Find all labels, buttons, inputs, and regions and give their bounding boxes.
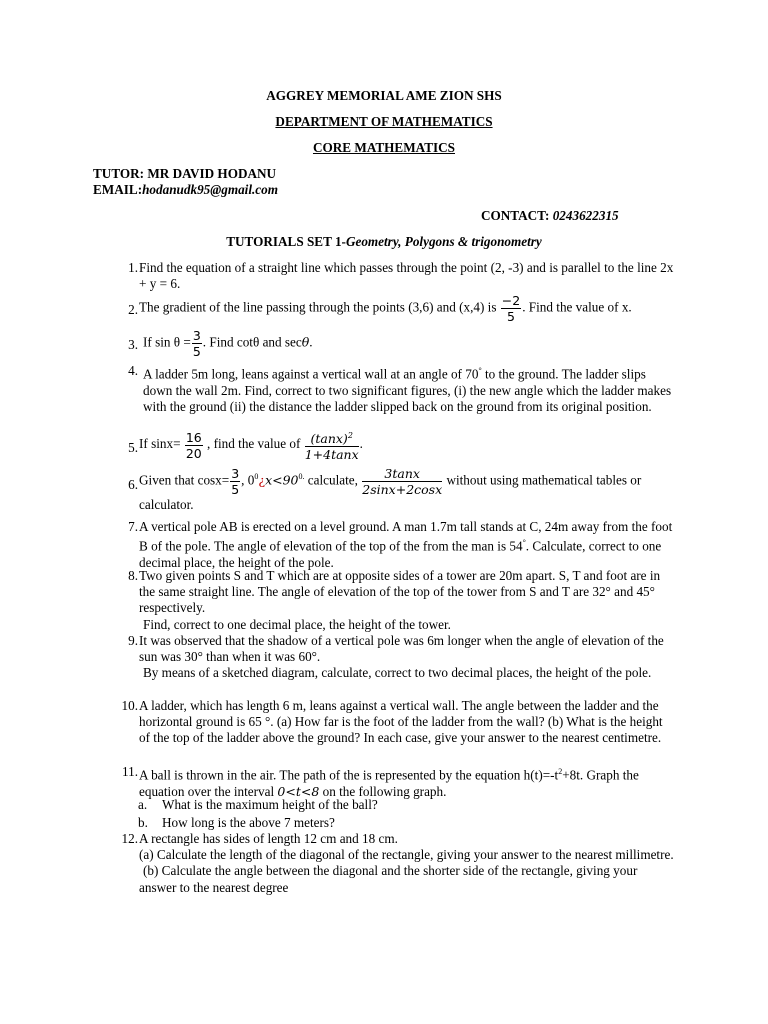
contact-label: CONTACT: xyxy=(481,208,553,223)
fraction: $\frac{3}{5}$ xyxy=(231,466,240,497)
tutor-line: TUTOR: MR DAVID HODANU xyxy=(93,166,277,181)
email-label: EMAIL: xyxy=(93,182,143,197)
fraction: $\frac{(\tan x)^2}{1+4\tan x}$ xyxy=(305,428,359,462)
fraction: $\frac{-2}{5}$ xyxy=(501,293,521,324)
question-11-part-a: a. What is the maximum height of the ball? xyxy=(138,797,378,812)
subject-title: CORE MATHEMATICS xyxy=(312,140,455,155)
email-value: hodanudk95@gmail.com xyxy=(142,182,278,197)
contact-line xyxy=(481,208,619,224)
document-page: AGGREY MEMORIAL AME ZION SHS DEPARTMENT OF MATHEMATICS CORE MATHEMATICS TUTOR: MR DAVID HODANU EMAIL:hodanudk95@gmail.com CONTACT: 0243622315 TUTORIALS SET 1-Geometry, Polygons & trigonometry 1. Find the equation of a straight line which passes through the point (2, -3) and is parallel to the line 2x + y = 6. 2. The gradient of the line passing through the points (3,6) and (x,4) is $\frac{-2}{5}$ . Find the value of x. 3. If sin θ = $\frac{3}{5}$ . Find cotθ and secθ. 4. A ladder 5m long, leans against a vertical wall at an angle of 70° to the ground. The ladder slips down the wall 2m. Find, correct to two significant figures, (i) the new angle which the ladder makes with the ground (ii) the distance the ladder slipped back on the ground from its original position. 5. If sinx= $\frac{16}{20}$ , find the value of $\frac{(\tan x)^2}{1+4\tan x}$ . 6. Given that cosx= $\frac{3}{5}$ , $0^0¿x<90^{0.}$ calculate, $\frac{3\tan x}{2\sin x+2\cos x}$ without using mathematical tables or calculator. 7. A vertical pole AB is erected on a level ground. A man 1.7m tall stands at C, 24m away from the foot B of the pole. The angle of elevation of the top of the from the man is 54°. Calculate, correct to one decimal place, the height of the pole. 8. Two given points S and T which are at opposite sides of a tower are 20m apart. S, T and foot are in the same straight line. The angle of elevation of the top of the tower from S and T are 32° and 45° respectively. Find, correct to one decimal place, the height of the tower. 9. It was observed that the shadow of a vertical pole was 6m longer when the angle of elevation of the sun was 30° than when it was 60°. By means of a sketched diagram, calculate, correct to two decimal places, the height of the pole. 10. A ladder, which has length 6 m, leans against a vertical wall. The angle between the ladder and the horizontal ground is 65 °. (a) How far is the foot of the ladder from the wall? (b) What is the height of the top of the ladder above the ground? In each case, give your answer to the nearest centimetre. 11. A ball is thrown in the air. The path of the is represented by the equation $h(t)=-t^2+8t$. Graph the equation over the interval 0<t<8 on the following graph. a. What is the maximum height of the ball? b. How long is the above 7 meters? 12. A rectangle has sides of length 12 cm and 18 cm. (a) Calculate the length of the diagonal of the rectangle, giving your answer to the nearest millimetre. (b) Calculate the angle between the diagonal and the shorter side of the rectangle, giving your answer to the nearest degree xyxy=(0,0,768,1024)
department-title: DEPARTMENT OF MATHEMATICS xyxy=(275,114,493,129)
fraction: $\frac{16}{20}$ xyxy=(185,429,202,461)
contact-value: 0243622315 xyxy=(552,208,619,223)
fraction: $\frac{3\tan x}{2\sin x+2\cos x}$ xyxy=(362,466,443,497)
tutorial-set-title: TUTORIALS SET 1-Geometry, Polygons & trigonometry xyxy=(226,234,542,249)
email-line xyxy=(93,182,278,198)
fraction: $\frac{3}{5}$ xyxy=(192,328,201,359)
school-name: AGGREY MEMORIAL AME ZION SHS xyxy=(266,88,502,103)
question-11-part-b: b. How long is the above 7 meters? xyxy=(138,815,335,830)
